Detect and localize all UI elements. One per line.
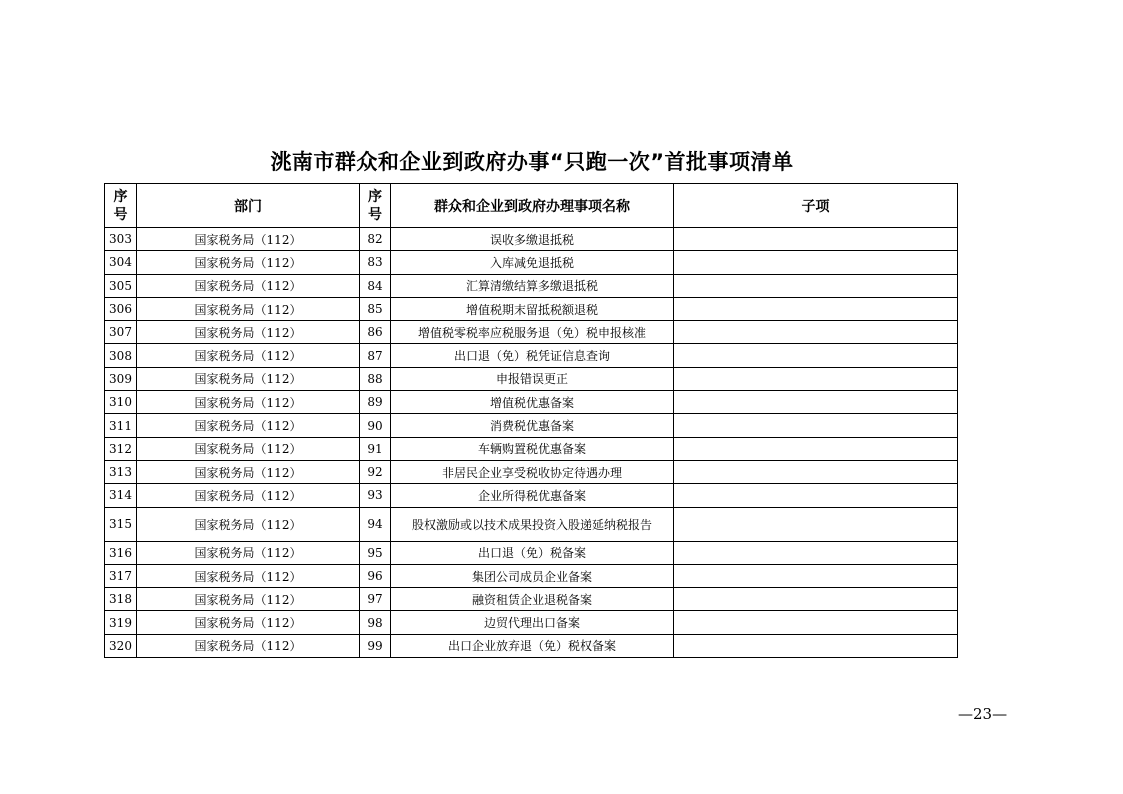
cell-sub-item (674, 507, 958, 541)
header-seq-2-top: 序 (368, 188, 382, 205)
cell-sub-seq: 82 (360, 228, 391, 251)
cell-item-name: 股权激励或以技术成果投资入股递延纳税报告 (391, 507, 674, 541)
cell-sub-item (674, 391, 958, 414)
table-row (105, 541, 958, 564)
cell-item-name: 入库减免退抵税 (391, 251, 674, 274)
header-seq-1 (105, 184, 137, 228)
cell-seq: 313 (105, 460, 137, 483)
table-body (105, 228, 958, 658)
cell-sub-item (674, 297, 958, 320)
cell-sub-seq: 85 (360, 297, 391, 320)
cell-sub-item (674, 588, 958, 611)
cell-item-name: 增值税期末留抵税额退税 (391, 297, 674, 320)
table-row (105, 367, 958, 390)
cell-dept: 国家税务局（112） (137, 297, 360, 320)
cell-seq: 311 (105, 414, 137, 437)
cell-sub-item (674, 460, 958, 483)
cell-sub-seq: 97 (360, 588, 391, 611)
header-sub-item: 子项 (674, 184, 958, 228)
cell-dept: 国家税务局（112） (137, 588, 360, 611)
cell-dept: 国家税务局（112） (137, 274, 360, 297)
cell-sub-item (674, 564, 958, 587)
cell-item-name: 消费税优惠备案 (391, 414, 674, 437)
cell-sub-seq: 90 (360, 414, 391, 437)
cell-dept: 国家税务局（112） (137, 228, 360, 251)
cell-item-name: 增值税优惠备案 (391, 391, 674, 414)
table-row (105, 344, 958, 367)
cell-sub-item (674, 367, 958, 390)
cell-seq: 312 (105, 437, 137, 460)
cell-dept: 国家税务局（112） (137, 391, 360, 414)
cell-seq: 303 (105, 228, 137, 251)
cell-seq: 308 (105, 344, 137, 367)
cell-seq: 306 (105, 297, 137, 320)
cell-sub-seq: 88 (360, 367, 391, 390)
table-row (105, 274, 958, 297)
table-row (105, 564, 958, 587)
cell-seq: 304 (105, 251, 137, 274)
cell-seq: 315 (105, 507, 137, 541)
cell-sub-seq: 94 (360, 507, 391, 541)
cell-dept: 国家税务局（112） (137, 321, 360, 344)
cell-seq: 309 (105, 367, 137, 390)
cell-sub-seq: 99 (360, 634, 391, 657)
cell-seq: 316 (105, 541, 137, 564)
table-row (105, 391, 958, 414)
cell-dept: 国家税务局（112） (137, 344, 360, 367)
table-row (105, 228, 958, 251)
cell-item-name: 非居民企业享受税收协定待遇办理 (391, 460, 674, 483)
cell-item-name: 误收多缴退抵税 (391, 228, 674, 251)
header-item-name: 群众和企业到政府办理事项名称 (391, 184, 674, 228)
cell-sub-seq: 96 (360, 564, 391, 587)
cell-seq: 314 (105, 484, 137, 507)
cell-dept: 国家税务局（112） (137, 437, 360, 460)
cell-item-name: 融资租赁企业退税备案 (391, 588, 674, 611)
table-row (105, 507, 958, 541)
cell-sub-item (674, 251, 958, 274)
cell-sub-seq: 98 (360, 611, 391, 634)
cell-item-name: 出口企业放弃退（免）税权备案 (391, 634, 674, 657)
cell-seq: 317 (105, 564, 137, 587)
table-row (105, 484, 958, 507)
cell-item-name: 出口退（免）税备案 (391, 541, 674, 564)
cell-item-name: 企业所得税优惠备案 (391, 484, 674, 507)
cell-sub-item (674, 611, 958, 634)
cell-sub-item (674, 414, 958, 437)
header-seq-2-bottom: 号 (368, 206, 382, 223)
cell-sub-seq: 84 (360, 274, 391, 297)
table-row (105, 460, 958, 483)
cell-sub-item (674, 344, 958, 367)
cell-sub-item (674, 274, 958, 297)
cell-sub-seq: 86 (360, 321, 391, 344)
header-dept: 部门 (137, 184, 360, 228)
cell-seq: 310 (105, 391, 137, 414)
table-header-row (105, 184, 958, 228)
cell-sub-item (674, 321, 958, 344)
cell-sub-item (674, 437, 958, 460)
cell-dept: 国家税务局（112） (137, 251, 360, 274)
cell-dept: 国家税务局（112） (137, 634, 360, 657)
header-seq-2 (360, 184, 391, 228)
cell-item-name: 边贸代理出口备案 (391, 611, 674, 634)
cell-item-name: 车辆购置税优惠备案 (391, 437, 674, 460)
cell-dept: 国家税务局（112） (137, 611, 360, 634)
page-number: —23— (958, 705, 1008, 723)
table-row (105, 414, 958, 437)
cell-dept: 国家税务局（112） (137, 460, 360, 483)
table-row (105, 588, 958, 611)
cell-sub-seq: 92 (360, 460, 391, 483)
cell-item-name: 申报错误更正 (391, 367, 674, 390)
cell-sub-seq: 89 (360, 391, 391, 414)
table-row (105, 437, 958, 460)
cell-seq: 319 (105, 611, 137, 634)
cell-sub-item (674, 634, 958, 657)
table-row (105, 251, 958, 274)
items-table (104, 183, 958, 658)
table-row (105, 611, 958, 634)
cell-sub-item (674, 228, 958, 251)
cell-sub-seq: 83 (360, 251, 391, 274)
cell-sub-item (674, 484, 958, 507)
cell-seq: 305 (105, 274, 137, 297)
cell-sub-seq: 95 (360, 541, 391, 564)
document-title: 洮南市群众和企业到政府办事“只跑一次”首批事项清单 (270, 150, 794, 174)
header-seq-1-top: 序 (113, 188, 128, 205)
cell-seq: 318 (105, 588, 137, 611)
cell-seq: 307 (105, 321, 137, 344)
table-row (105, 297, 958, 320)
cell-dept: 国家税务局（112） (137, 367, 360, 390)
cell-item-name: 集团公司成员企业备案 (391, 564, 674, 587)
cell-item-name: 出口退（免）税凭证信息查询 (391, 344, 674, 367)
header-seq-1-bottom: 号 (113, 206, 128, 223)
cell-seq: 320 (105, 634, 137, 657)
table-row (105, 321, 958, 344)
cell-dept: 国家税务局（112） (137, 414, 360, 437)
cell-sub-seq: 91 (360, 437, 391, 460)
cell-sub-seq: 93 (360, 484, 391, 507)
cell-item-name: 增值税零税率应税服务退（免）税申报核准 (391, 321, 674, 344)
cell-dept: 国家税务局（112） (137, 541, 360, 564)
cell-sub-item (674, 541, 958, 564)
cell-sub-seq: 87 (360, 344, 391, 367)
cell-item-name: 汇算清缴结算多缴退抵税 (391, 274, 674, 297)
table-row (105, 634, 958, 657)
cell-dept: 国家税务局（112） (137, 564, 360, 587)
cell-dept: 国家税务局（112） (137, 507, 360, 541)
cell-dept: 国家税务局（112） (137, 484, 360, 507)
